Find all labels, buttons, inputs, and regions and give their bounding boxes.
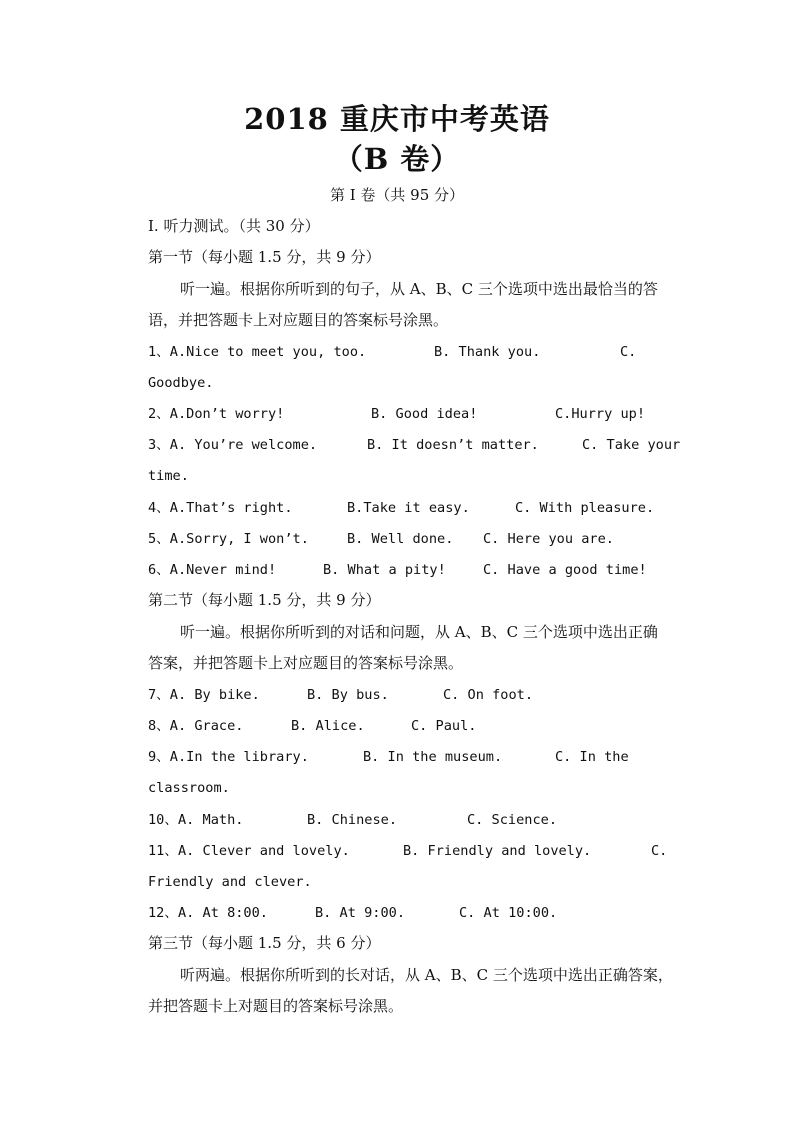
section2-instruction-line2: 答案，并把答题卡上对应题目的答案标号涂黑。 (148, 654, 464, 672)
question-3-option-b: B. It doesn’t matter. (367, 437, 539, 453)
question-10-option-b: B. Chinese. (307, 812, 398, 828)
question-1-option-a: 1、A.Nice to meet you, too. (148, 344, 367, 360)
question-6-option-c: C. Have a good time! (483, 562, 647, 578)
question-12-option-c: C. At 10:00. (459, 905, 558, 921)
question-1-option-b: B. Thank you. (434, 344, 541, 360)
question-2-option-b: B. Good idea! (371, 406, 478, 422)
part-title: 第 I 卷（共 95 分） (329, 186, 465, 204)
section2-instruction-line1: 听一遍。根据你所听到的对话和问题，从 A、B、C 三个选项中选出正确 (180, 623, 658, 641)
question-1-option-c: C. (620, 344, 637, 360)
question-8-option-c: C. Paul. (411, 718, 477, 734)
question-11-option-c: C. (651, 843, 668, 859)
question-6-option-b: B. What a pity! (323, 562, 446, 578)
question-6-option-a: 6、A.Never mind! (148, 562, 277, 578)
section2-heading: 第二节（每小题 1.5 分，共 9 分） (148, 591, 381, 609)
question-12-option-a: 12、A. At 8:00. (148, 905, 268, 921)
question-10-option-c: C. Science. (467, 812, 558, 828)
question-7-option-a: 7、A. By bike. (148, 687, 260, 703)
question-4-option-b: B.Take it easy. (347, 500, 470, 516)
question-7-option-c: C. On foot. (443, 687, 534, 703)
question-11-option-b: B. Friendly and lovely. (403, 843, 592, 859)
section1-instruction-line1: 听一遍。根据你所听到的句子，从 A、B、C 三个选项中选出最恰当的答 (180, 280, 658, 298)
section1-heading: 第一节（每小题 1.5 分，共 9 分） (148, 248, 381, 266)
exam-subtitle: （B 卷） (333, 142, 461, 176)
question-3-option-c-continued: time. (148, 468, 189, 484)
question-8-option-a: 8、A. Grace. (148, 718, 244, 734)
question-4-option-c: C. With pleasure. (515, 500, 655, 516)
question-5-option-c: C. Here you are. (483, 531, 614, 547)
question-5-option-a: 5、A.Sorry, I won’t. (148, 531, 309, 547)
question-11-option-a: 11、A. Clever and lovely. (148, 843, 350, 859)
question-2-option-a: 2、A.Don’t worry! (148, 406, 285, 422)
question-3-option-c: C. Take your (582, 437, 681, 453)
question-7-option-b: B. By bus. (307, 687, 389, 703)
question-10-option-a: 10、A. Math. (148, 812, 244, 828)
question-9-option-a: 9、A.In the library. (148, 749, 309, 765)
question-5-option-b: B. Well done. (347, 531, 454, 547)
section3-heading: 第三节（每小题 1.5 分，共 6 分） (148, 934, 381, 952)
question-3-option-a: 3、A. You’re welcome. (148, 437, 318, 453)
question-9-option-b: B. In the museum. (363, 749, 503, 765)
question-1-option-c-continued: Goodbye. (148, 375, 214, 391)
exam-title: 2018 重庆市中考英语 (244, 102, 550, 136)
question-9-option-c-continued: classroom. (148, 780, 230, 796)
question-8-option-b: B. Alice. (291, 718, 365, 734)
question-2-option-c: C.Hurry up! (555, 406, 646, 422)
section1-instruction-line2: 语，并把答题卡上对应题目的答案标号涂黑。 (148, 311, 449, 329)
question-9-option-c: C. In the (555, 749, 629, 765)
question-4-option-a: 4、A.That’s right. (148, 500, 293, 516)
question-11-option-c-continued: Friendly and clever. (148, 874, 312, 890)
section3-instruction-line2: 并把答题卡上对题目的答案标号涂黑。 (148, 997, 404, 1015)
question-12-option-b: B. At 9:00. (315, 905, 406, 921)
section3-instruction-line1: 听两遍。根据你所听到的长对话，从 A、B、C 三个选项中选出正确答案， (180, 966, 673, 984)
section-heading: I. 听力测试。（共 30 分） (148, 217, 320, 235)
